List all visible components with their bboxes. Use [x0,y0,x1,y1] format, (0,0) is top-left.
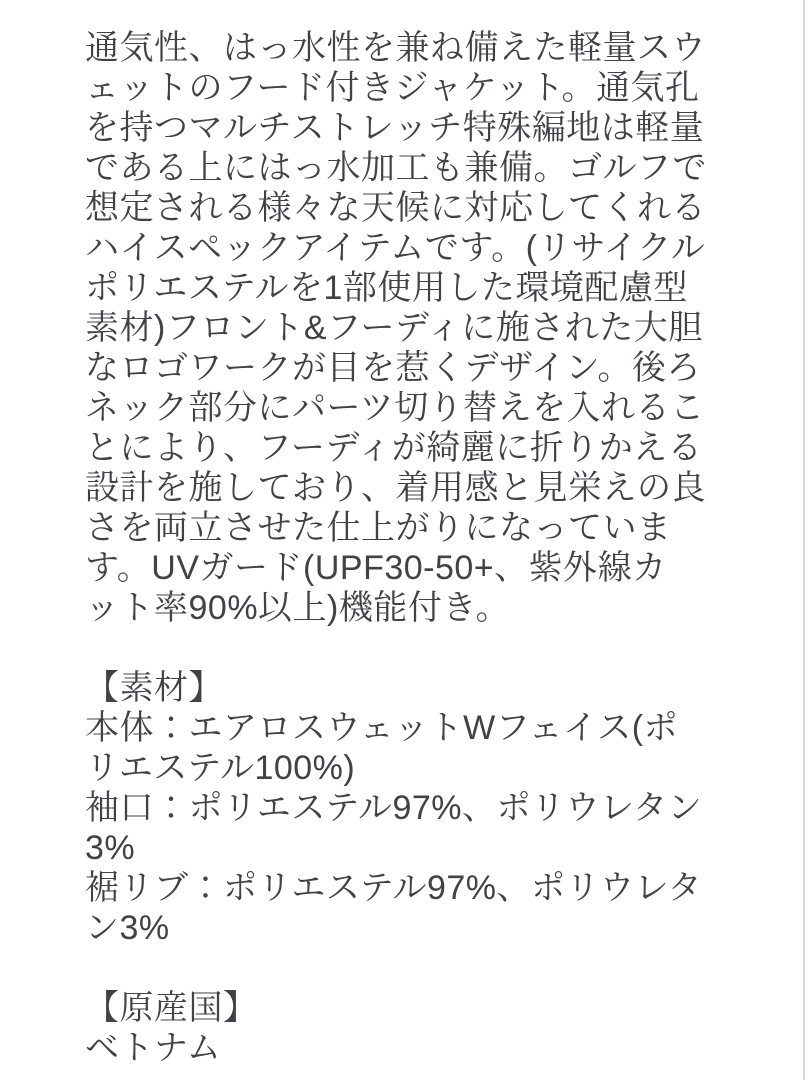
text-line: リエステル100%) [85,749,356,787]
text-line: 袖口：ポリエステル97%、ポリウレタン [85,789,703,827]
text-line: ン3% [85,909,170,947]
text-line: 3% [85,829,136,867]
text-line: とにより、フーディが綺麗に折りかえる [85,429,703,467]
description-paragraph [85,28,745,628]
text-line: である上にはっ水加工も兼備。ゴルフで [85,149,708,187]
text-line: なロゴワークが目を惹くデザイン。後ろ [85,349,701,387]
text-line: ット率90%以上)機能付き。 [85,589,511,627]
text-line: を持つマルチストレッチ特殊編地は軽量 [85,109,705,147]
text-line: ハイスペックアイテムです。(リサイクル [85,229,706,267]
text-line: ポリエステルを1部使用した環境配慮型 [85,269,688,307]
material-section-heading: 【素材】 [85,669,223,707]
text-line: 通気性、はっ水性を兼ね備えた軽量スウ [85,29,706,67]
text-line: 本体：エアロスウェットWフェイス(ポ [85,709,679,747]
text-line: ベトナム [85,1029,222,1067]
text-line: 裾リブ：ポリエステル97%、ポリウレタ [85,869,703,907]
section-gap [85,628,745,668]
text-line: ェットのフード付きジャケット。通気孔 [85,69,700,107]
origin-section-lines [85,1028,745,1068]
text-line: さを両立させた仕上がりになっていま [85,509,672,547]
text-line: 素材)フロント&フーディに施された大胆 [85,309,703,347]
product-description-text-block [85,28,745,1068]
origin-section-heading: 【原産国】 [85,989,258,1027]
section-gap [85,948,745,988]
text-line: 想定される様々な天候に対応してくれる [85,189,706,227]
text-line: ネック部分にパーツ切り替えを入れるこ [85,389,705,427]
text-line: す。UVガード(UPF30-50+、紫外線カ [85,549,667,587]
text-line: 設計を施しており、着用感と見栄えの良 [85,469,706,507]
material-section-lines [85,708,745,948]
